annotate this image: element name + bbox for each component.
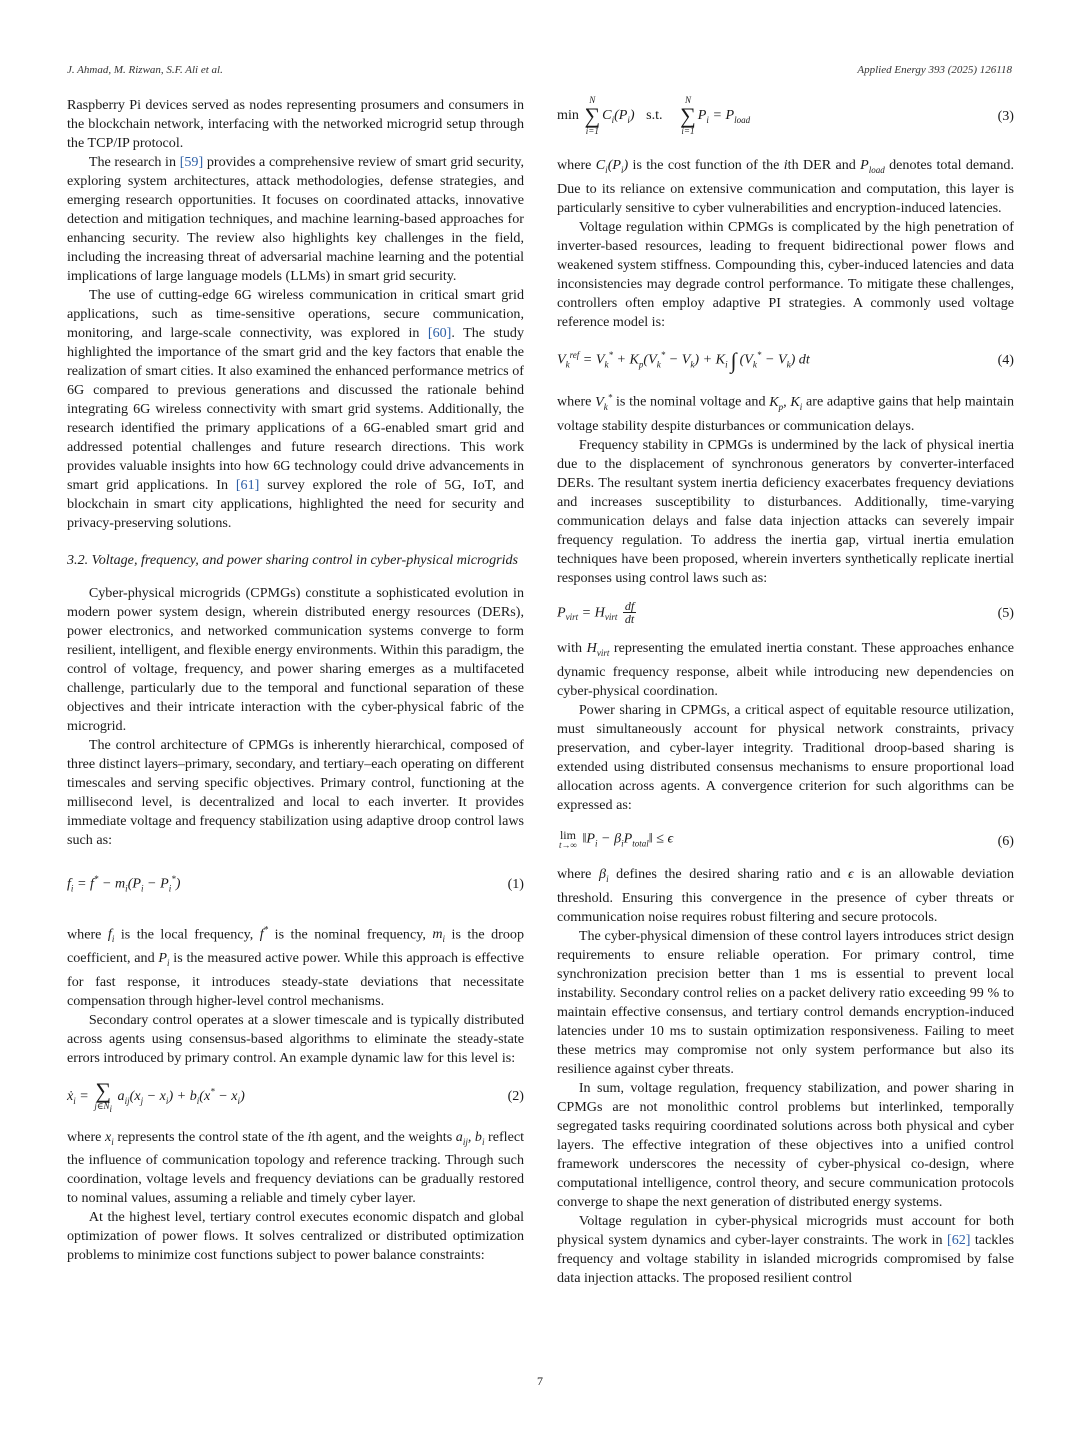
paragraph: Frequency stability in CPMGs is undermined by the lack of physical inertia due to the displacement of synchronous generators by converter-interfaced DERs. The resultant system inertia deficiency exacerbates frequency deviations and increases susceptibility to disturbances. Additionally, time-varying communication delays and false data injection attacks can severely impair frequency regulation. To address the inertia gap, virtual inertia emulation techniques have been proposed, wherein inverters synthetically replicate inertial responses using control laws such as:	[557, 436, 1014, 586]
paragraph: The use of cutting-edge 6G wireless communication in critical smart grid applications, such as time-sensitive operations, secure communication, monitoring, and large-scale connectivity, was explored in [60]. The study highlighted the importance of the smart grid and the key factors that enable the realization of smart cities. It also examined the enhanced performance metrics of 6G compared to previous generations and discussed the rationale behind integrating 6G wireless connectivity with smart grid systems. Additionally, the research identified the primary applications of a 6G-enabled smart grid and addressed potential challenges and future research directions. This work provides valuable insights into how 6G technology could drive advancements in smart grid applications. In [61] survey explored the role of 5G, IoT, and blockchain in smart city applications, highlighted the need for security and privacy-preserving solutions.	[67, 287, 524, 531]
running-header-journal: Applied Energy 393 (2025) 126118	[857, 64, 1012, 76]
section-heading: 3.2. Voltage, frequency, and power sharing control in cyber-physical microgrids	[67, 552, 519, 568]
paragraph: Voltage regulation in cyber-physical microgrids must account for both physical system dynamics and cyber-layer constraints. The work in [62] tackles frequency and voltage stability in islanded microgrids compromised by false data injection attacks. The proposed resilient control	[557, 1213, 1014, 1287]
citation-link[interactable]: [59]	[179, 154, 204, 170]
paragraph: Voltage regulation within CPMGs is complicated by the high penetration of inverter-based resources, leading to frequent bidirectional power flows and weakened system stiffness. Compounding this, cyber-induced latencies and data inconsistencies may degrade control performance. To mitigate these challenges, controllers often employ adaptive PI strategies. A commonly used voltage reference model is:	[557, 218, 1014, 330]
equation-2: ẋ$_i$ = ∑ $j\in N_i$ $a_{ij}(x_j - x_i) + b_i(x^* - x_i)$ (2)	[67, 1077, 524, 1114]
paragraph: Power sharing in CPMGs, a critical aspect of equitable resource utilization, must simultaneously account for physical network constraints, privacy preservation, and cyber-layer integrity. Traditional droop-based sharing is extended using distributed consensus mechanisms to ensure proportional load allocation across agents. A convergence criterion for such algorithms can be expressed as:	[557, 701, 1014, 813]
paragraph: Cyber-physical microgrids (CPMGs) constitute a sophisticated evolution in modern power system design, wherein distributed energy resources (DERs), power electronics, and networked communication systems converge to form resilient, intelligent, and flexible energy environments. Within this paradigm, the control of voltage, frequency, and power sharing emerges as a multifaceted challenge, particularly due to the temporal and functional separation of these objectives and their intricate interaction with the cyber-physical fabric of the microgrid.	[67, 585, 524, 734]
citation-link[interactable]: [60]	[427, 325, 452, 341]
running-header-authors: J. Ahmad, M. Rizwan, S.F. Ali et al.	[67, 64, 223, 76]
paragraph: The research in [59] provides a comprehensive review of smart grid security, exploring system architectures, attack methodologies, defense strategies, and emerging research opportunities. It focuses on coordinated attacks, innovative detection and mitigation techniques, and machine learning-based approaches for enhancing security. The review also highlights key challenges in the field, including the increasing threat of adversarial machine learning and the potential implications of large language models (LLMs) in smart grid security.	[67, 154, 524, 284]
paragraph: At the highest level, tertiary control executes economic dispatch and global optimization of power flows. It solves centralized or distributed optimization problems to minimize cost functions subject to power balance constraints:	[67, 1209, 524, 1264]
paragraph: where $x_i$ represents the control state of the ith agent, and the weights $a_{ij}$, $b_i$ reflect the influence of communication topology and reference tracking. Through such coordination, voltage levels and frequency deviations can be gradually restored to nominal values, assuming a reliable and timely cyber layer.	[67, 1128, 525, 1207]
equation-5: $P_{virt} = H_{virt}$ $\frac{df}{dt}$ (5)	[557, 598, 1014, 627]
left-column	[67, 96, 524, 1265]
right-column	[557, 96, 1014, 1288]
equation-4: $V_k^{ref} = V_k^* + K_p(V_k^* - V_k) + K_i$ ∫ $(V_k^* - V_k)$ dt (4)	[557, 347, 1014, 373]
equation-number: (2)	[507, 1088, 524, 1105]
paragraph: The cyber-physical dimension of these control layers introduces strict design requirements to ensure reliable operation. For primary control, time synchronization precision better than 1 ms is essential to prevent local instability. Secondary control relies on a packet delivery ratio exceeding 99 % to maintain effective consensus, and tertiary control demands encryption-induced latencies under 10 ms to sustain optimization responsiveness. Failing to meet these metrics may compromise not only system performance but also its resilience against cyber threats.	[557, 928, 1014, 1078]
paragraph: Raspberry Pi devices served as nodes representing prosumers and consumers in the blockchain network, interfacing with the networked microgrid setup through the TCP/IP protocol.	[67, 97, 524, 151]
citation-link[interactable]: [61]	[235, 477, 260, 493]
equation-number: (4)	[997, 351, 1014, 368]
equation-number: (3)	[997, 107, 1014, 124]
equation-6: lim t→∞ $‖P_i$ − $\beta_iP_{total}‖ \le \epsilon$ (6)	[559, 827, 1014, 850]
equation-3: min N ∑ i=1 $C_i(P_i)$ s.t. N ∑ i=1 $P_i = P_{load}$ (3)	[557, 95, 1014, 136]
paragraph: where $V_k^*$ is the nominal voltage and $K_p$, $K_i$ are adaptive gains that help maintain voltage stability despite disturbances or communication delays.	[557, 392, 1015, 434]
paragraph: Secondary control operates at a slower timescale and is typically distributed across agents using consensus-based algorithms to eliminate the steady-state errors introduced by primary control. An example dynamic law for this level is:	[67, 1011, 524, 1066]
equation-number: (5)	[997, 604, 1014, 621]
citation-link[interactable]: [62]	[947, 1232, 971, 1249]
paragraph: In sum, voltage regulation, frequency stabilization, and power sharing in CPMGs are not monolithic control problems but interlinked, temporally segregated tasks requiring coordinated solutions across both physical and cyber layers. The effective integration of these objectives into a unified control framework underscores the necessity of cyber-physical co-design, where computational intelligence, control theory, and secure communication protocols converge to shape the next generation of distributed energy systems.	[557, 1080, 1014, 1211]
equation-number: (1)	[507, 875, 524, 892]
paragraph: with $H_{virt}$ representing the emulated inertia constant. These approaches enhance dynamic frequency response, albeit while introducing new dependencies on cyber-physical coordination.	[557, 639, 1014, 699]
paragraph: where $f_i$ is the local frequency, f* is the nominal frequency, $m_i$ is the droop coefficient, and $P_i$ is the measured active power. While this approach is effective for fast response, it introduces steady-state deviations that necessitate compensation through higher-level control mechanisms.	[67, 924, 525, 1009]
equation-1: $f_i = f^* - m_i(P_i - P_i^*)$ (1)	[67, 874, 524, 894]
paragraph: The control architecture of CPMGs is inherently hierarchical, composed of three distinct layers–primary, secondary, and tertiary–each operating on different timescales and serving specific objectives. Primary control, functioning at the millisecond level, is decentralized and local to each inverter. It provides immediate voltage and frequency stabilization using adaptive droop control laws such as:	[67, 737, 524, 848]
equation-number: (6)	[997, 832, 1014, 849]
paragraph: where $\beta_i$ defines the desired sharing ratio and ϵ is an allowable deviation threshold. Ensuring this convergence in the presence of cyber threats or communication noise requires robust filtering and secure protocols.	[557, 866, 1015, 926]
page-number: 7	[537, 1374, 543, 1388]
paragraph: where $C_i(P_i)$ is the cost function of the ith DER and $P_{load}$ denotes total demand. Due to its reliance on extensive communication and computation, this layer is particularly sensitive to cyber vulnerabilities and encryption-induced latencies.	[557, 157, 1014, 216]
